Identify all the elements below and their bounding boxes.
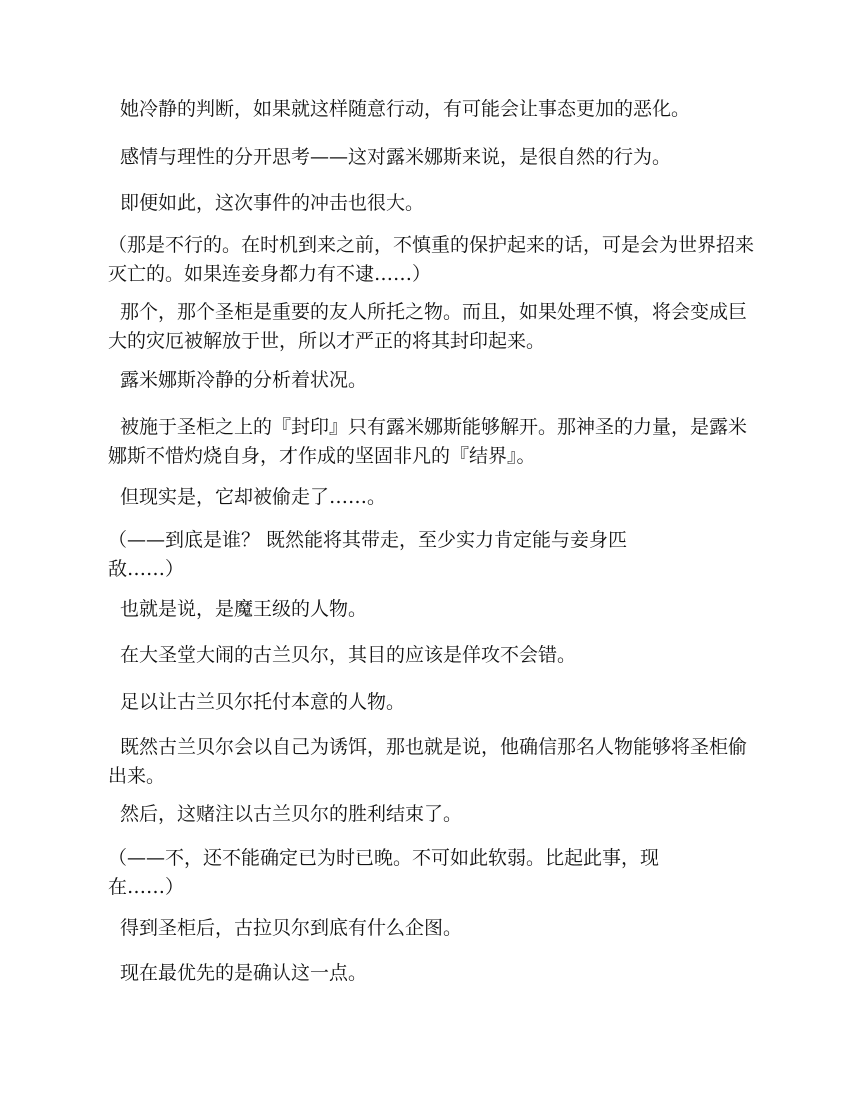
paragraph-15: （——不，还不能确定已为时已晚。不可如此软弱。比起此事，现在……） <box>108 847 660 898</box>
paragraph-12: 足以让古兰贝尔托付本意的人物。 <box>120 691 406 713</box>
paragraph-4: （那是不行的。在时机到来之前，不慎重的保护起来的话，可是会为世界招来灭亡的。如果连妾身都力有不逮……） <box>108 234 755 285</box>
paragraph-9: （——到底是谁？ 既然能将其带走，至少实力肯定能与妾身匹敌……） <box>108 529 628 580</box>
paragraph-13: 既然古兰贝尔会以自己为诱饵，那也就是说，他确信那名人物能够将圣柜偷出来。 <box>108 736 748 787</box>
paragraph-6: 露米娜斯冷静的分析着状况。 <box>120 369 368 391</box>
paragraph-14: 然后，这赌注以古兰贝尔的胜利结束了。 <box>120 803 463 825</box>
paragraph-7: 被施于圣柜之上的『封印』只有露米娜斯能够解开。那神圣的力量，是露米娜斯不惜灼烧自身，才作成的坚固非凡的『结界』。 <box>108 416 748 467</box>
paragraph-1: 她冷静的判断，如果就这样随意行动，有可能会让事态更加的恶化。 <box>120 98 691 120</box>
paragraph-8: 但现实是，它却被偷走了……。 <box>120 486 387 508</box>
paragraph-16: 得到圣柜后，古拉贝尔到底有什么企图。 <box>120 917 463 939</box>
paragraph-10: 也就是说，是魔王级的人物。 <box>120 598 368 620</box>
paragraph-2: 感情与理性的分开思考——这对露米娜斯来说，是很自然的行为。 <box>120 146 672 168</box>
paragraph-17: 现在最优先的是确认这一点。 <box>120 962 368 984</box>
paragraph-11: 在大圣堂大闹的古兰贝尔，其目的应该是佯攻不会错。 <box>120 644 577 666</box>
paragraph-5: 那个，那个圣柜是重要的友人所托之物。而且，如果处理不慎，将会变成巨大的灾厄被解放于世，所以才严正的将其封印起来。 <box>108 301 748 352</box>
paragraph-3: 即便如此，这次事件的冲击也很大。 <box>120 192 425 214</box>
